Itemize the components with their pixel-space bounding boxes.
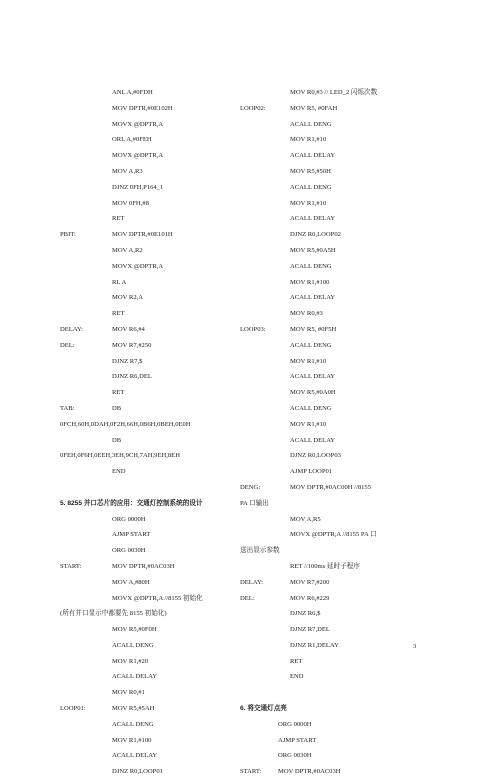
code-label: TAB:: [60, 404, 75, 412]
instruction-text: ACALL DENG: [290, 183, 332, 191]
code-line: [240, 717, 422, 733]
code-line: [240, 385, 422, 401]
instruction-text: ORL A,#0FEH: [112, 136, 152, 144]
instruction-text: MOVX @DPTR,A: [112, 152, 164, 160]
instruction-text: PA 口输出: [240, 499, 269, 507]
code-line: [60, 243, 242, 259]
code-label: START:: [240, 768, 262, 776]
instruction-text: RET: [112, 215, 125, 223]
code-line: [60, 480, 242, 496]
code-line: [60, 369, 242, 385]
instruction-text: MOV A,R5: [290, 515, 321, 523]
instruction-text: MOV A,#80H: [112, 578, 150, 586]
code-line: [60, 306, 242, 322]
instruction-text: DJNZ 0FH,P164_1: [112, 183, 164, 191]
code-line: [60, 433, 242, 449]
code-line: [240, 654, 422, 670]
instruction-text: DJNZ R0,LOOP01: [112, 768, 163, 776]
instruction-text: ACALL DENG: [290, 404, 332, 412]
instruction-text: ACALL DELAY: [290, 152, 336, 160]
instruction-text: ACALL DENG: [290, 120, 332, 128]
instruction-text: MOV R7,#200: [290, 578, 330, 586]
instruction-text: MOV R5,#50H: [290, 167, 331, 175]
instruction-text: DJNZ R7,DEL: [290, 626, 330, 634]
code-line: [60, 512, 242, 528]
code-line: [240, 322, 422, 338]
code-line: [60, 591, 242, 607]
instruction-text: MOV R5, #0FAH: [290, 104, 338, 112]
code-line: [60, 385, 242, 401]
code-line: [240, 480, 422, 496]
instruction-text: ACALL DELAY: [112, 752, 158, 760]
code-line: [240, 259, 422, 275]
code-line: [240, 527, 422, 543]
code-line: [240, 148, 422, 164]
code-line: [60, 527, 242, 543]
instruction-text: MOV R6,#4: [112, 325, 145, 333]
instruction-text: MOV R5,#0F0H: [112, 626, 157, 634]
instruction-text: MOV A,R3: [112, 167, 143, 175]
instruction-text: ACALL DENG: [112, 641, 154, 649]
code-line: [240, 369, 422, 385]
instruction-text: MOV DPTR,#0E102H: [112, 104, 173, 112]
code-line: [60, 464, 242, 480]
code-label: DELAY:: [60, 325, 83, 333]
code-line: [60, 164, 242, 180]
code-line: [60, 606, 242, 622]
code-line: [240, 575, 422, 591]
code-line: [240, 85, 422, 101]
code-line: [240, 243, 422, 259]
code-line: [60, 669, 242, 685]
code-line: [240, 543, 422, 559]
code-line: [240, 733, 422, 749]
code-line: [240, 748, 422, 764]
section-heading: [240, 701, 422, 717]
instruction-text: MOV R1,#10: [290, 199, 327, 207]
code-line: [240, 117, 422, 133]
code-line: [240, 227, 422, 243]
code-line: [60, 575, 242, 591]
instruction-text: MOV R1,#100: [290, 278, 330, 286]
instruction-text: RET: [112, 310, 125, 318]
instruction-text: AJMP START: [112, 531, 151, 539]
code-line: [60, 180, 242, 196]
code-label: LOOP01:: [60, 705, 86, 713]
code-line: [60, 417, 242, 433]
instruction-text: MOV R0,#3: [290, 310, 323, 318]
instruction-text: DJNZ R0,LOOP02: [290, 231, 341, 239]
code-line: [240, 622, 422, 638]
code-line: [240, 211, 422, 227]
instruction-text: 送出显示参数: [240, 547, 280, 555]
instruction-text: RL A: [112, 278, 127, 286]
instruction-text: ACALL DELAY: [112, 673, 158, 681]
heading-text: 5. 8255 并口芯片的应用：交通灯控制系统的设计: [60, 499, 203, 507]
instruction-text: DJNZ R6,$: [290, 610, 321, 618]
code-line: [240, 164, 422, 180]
code-label: LOOP03:: [240, 325, 266, 333]
code-line: [240, 764, 422, 780]
instruction-text: MOV 0FH,#8: [112, 199, 149, 207]
code-line: [60, 85, 242, 101]
code-line: [240, 290, 422, 306]
instruction-text: DJNZ R1,DELAY: [290, 641, 339, 649]
code-line: [60, 748, 242, 764]
right-code-column: [240, 85, 422, 780]
instruction-text: DJNZ R0,LOOP03: [290, 452, 341, 460]
instruction-text: MOV R5,#0A5H: [290, 246, 336, 254]
instruction-text: MOV R5,#0A0H: [290, 389, 336, 397]
code-line: [60, 117, 242, 133]
code-line: [240, 685, 422, 701]
instruction-text: RET: [290, 657, 303, 665]
code-line: [60, 290, 242, 306]
code-line: [240, 433, 422, 449]
code-line: [60, 701, 242, 717]
instruction-text: 0FEH,0F6H,0EEH,3EH,9CH,7AH,9EH,8EH: [60, 452, 180, 460]
instruction-text: DJNZ R6,DEL: [112, 373, 152, 381]
code-line: [60, 338, 242, 354]
instruction-text: MOVX @DPTR,A //8155 初始化: [112, 594, 203, 602]
instruction-text: END: [290, 673, 304, 681]
instruction-text: MOV R1,#10: [290, 420, 327, 428]
code-line: [60, 354, 242, 370]
instruction-text: ACALL DENG: [290, 341, 332, 349]
code-line: [240, 559, 422, 575]
code-line: [240, 417, 422, 433]
code-line: [240, 354, 422, 370]
code-line: [60, 685, 242, 701]
instruction-text: DJNZ R7,$: [112, 357, 143, 365]
code-line: [60, 638, 242, 654]
code-line: [60, 543, 242, 559]
code-label: START:: [60, 562, 82, 570]
instruction-text: MOV DPTR,#0E101H: [112, 231, 173, 239]
instruction-text: MOV R0,#1: [112, 689, 145, 697]
instruction-text: MOV R2,A: [112, 294, 144, 302]
instruction-text: ACALL DELAY: [290, 373, 336, 381]
code-line: [240, 448, 422, 464]
instruction-text: ORG 0030H: [278, 752, 312, 760]
instruction-text: ACALL DENG: [290, 262, 332, 270]
instruction-text: MOV R1,#20: [112, 657, 149, 665]
instruction-text: AJMP LOOP01: [290, 468, 333, 476]
code-line: [240, 464, 422, 480]
instruction-text: AJMP START: [278, 736, 317, 744]
instruction-text: MOV R0,#3 // LED_2 闪烁次数: [290, 89, 378, 96]
instruction-text: MOV DPTR,#0AC03H: [112, 562, 175, 570]
instruction-text: ORG 0000H: [112, 515, 146, 523]
instruction-text: ACALL DELAY: [290, 294, 336, 302]
code-line: [60, 559, 242, 575]
instruction-text: ACALL DENG: [112, 720, 154, 728]
instruction-text: DB: [112, 436, 122, 444]
page-number: 3: [413, 643, 417, 650]
code-line: [240, 275, 422, 291]
code-line: [60, 764, 242, 780]
code-line: [240, 196, 422, 212]
code-line: [60, 101, 242, 117]
instruction-text: ANL A,#0FDH: [112, 89, 153, 96]
code-line: [60, 733, 242, 749]
code-line: [240, 338, 422, 354]
instruction-text: MOV R1,#10: [290, 136, 327, 144]
code-line: [240, 591, 422, 607]
code-label: DENG:: [240, 483, 261, 491]
code-line: [60, 275, 242, 291]
instruction-text: MOVX @DPTR,A: [112, 262, 164, 270]
code-line: [60, 654, 242, 670]
code-line: [60, 717, 242, 733]
code-line: [240, 512, 422, 528]
instruction-text: MOVX @DPTR,A: [112, 120, 164, 128]
instruction-text: MOV DPTR,#0AC03H: [278, 768, 341, 776]
code-label: DELAY:: [240, 578, 263, 586]
instruction-text: ORG 0000H: [278, 720, 312, 728]
instruction-text: RET //100ms 延时子程序: [290, 562, 360, 570]
instruction-text: MOV DPTR,#0AC00H //8155: [290, 483, 372, 491]
instruction-text: MOV A,R2: [112, 246, 143, 254]
instruction-text: MOV R5, #0F5H: [290, 325, 337, 333]
instruction-text: DB: [112, 404, 122, 412]
code-line: [60, 196, 242, 212]
code-line: [240, 401, 422, 417]
instruction-text: MOV R6,#229: [290, 594, 330, 602]
heading-text: 6. 将交通灯点亮: [240, 705, 287, 713]
code-line: [240, 132, 422, 148]
instruction-text: MOV R7,#250: [112, 341, 152, 349]
code-line: [60, 322, 242, 338]
code-label: PBIT:: [60, 231, 76, 239]
code-line: [60, 211, 242, 227]
instruction-text: END: [112, 468, 126, 476]
code-label: LOOP02:: [240, 104, 266, 112]
instruction-text: MOV R1,#10: [290, 357, 327, 365]
code-label: DEL:: [60, 341, 75, 349]
code-line: [240, 606, 422, 622]
instruction-text: (所有并口显示中都要先 8155 初始化): [60, 610, 167, 618]
code-line: [240, 638, 422, 654]
instruction-text: RET: [112, 389, 125, 397]
code-line: [240, 496, 422, 512]
instruction-text: ORG 0030H: [112, 547, 146, 555]
instruction-text: MOVX @DPTR,A //8155 PA 口: [290, 531, 377, 539]
left-code-column: [60, 85, 242, 780]
code-line: [60, 227, 242, 243]
code-line: [240, 669, 422, 685]
code-line: [240, 101, 422, 117]
instruction-text: MOV R5,#5AH: [112, 705, 155, 713]
code-line: [60, 401, 242, 417]
instruction-text: 0FCH,60H,0DAH,0F2H,66H,0B6H,0BEH,0E0H: [60, 420, 191, 428]
instruction-text: ACALL DELAY: [290, 436, 336, 444]
code-line: [60, 132, 242, 148]
instruction-text: ACALL DELAY: [290, 215, 336, 223]
code-label: DEL:: [240, 594, 255, 602]
code-line: [60, 148, 242, 164]
code-line: [60, 448, 242, 464]
code-line: [240, 180, 422, 196]
section-heading: [60, 496, 242, 512]
instruction-text: MOV R1,#100: [112, 736, 152, 744]
code-line: [60, 259, 242, 275]
code-line: [60, 622, 242, 638]
code-line: [240, 306, 422, 322]
